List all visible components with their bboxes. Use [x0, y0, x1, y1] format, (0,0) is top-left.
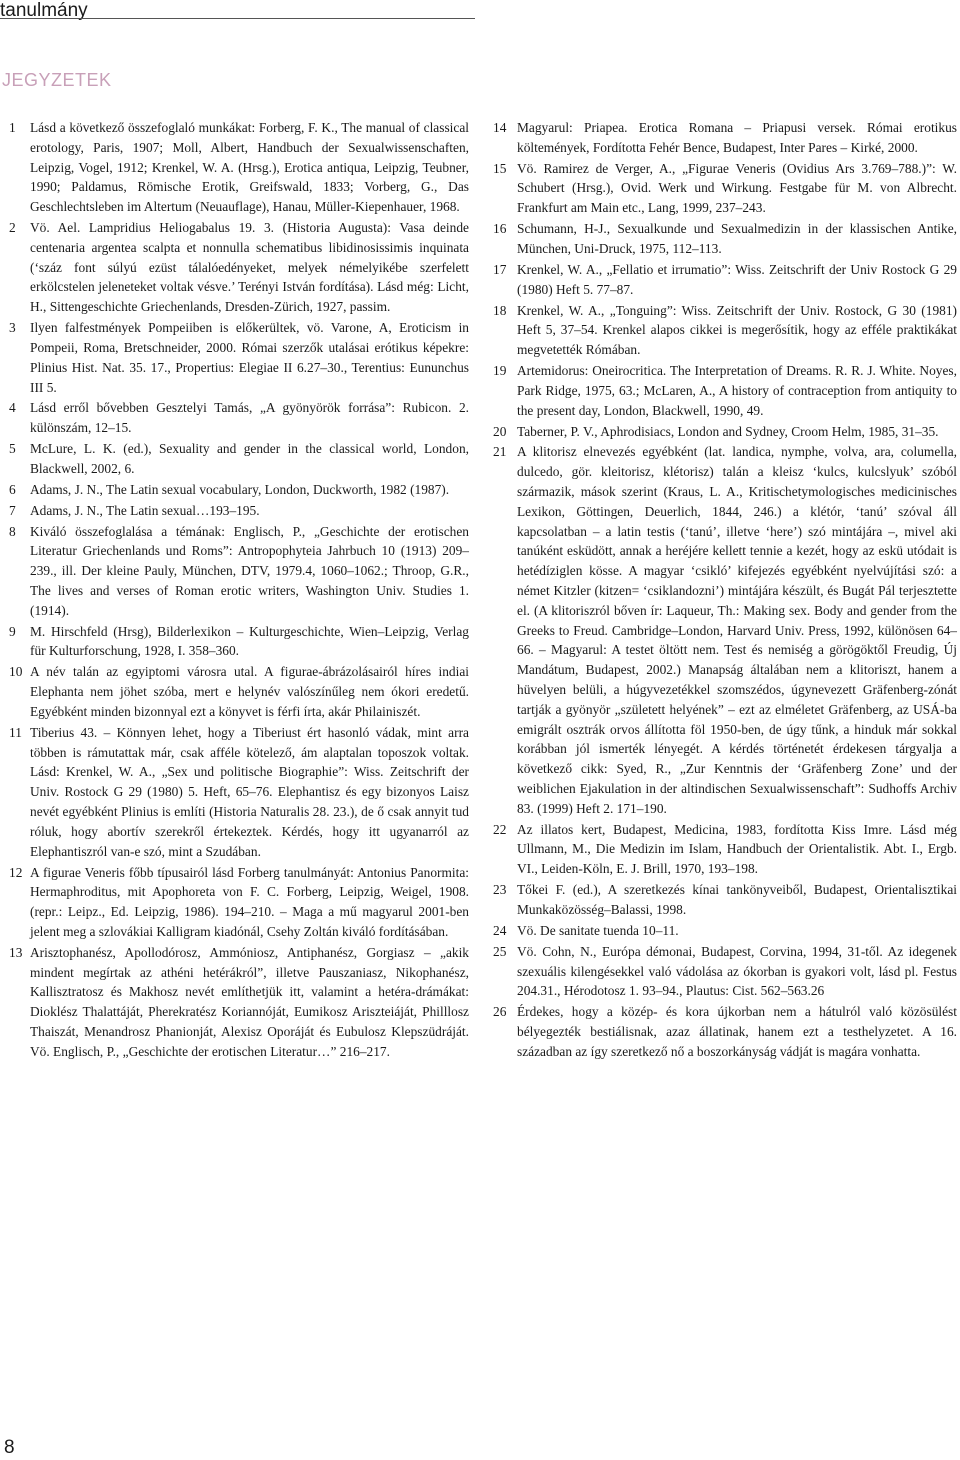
footnote-number: 9	[9, 623, 16, 639]
footnote-text: Vö. De sanitate tuenda 10–11.	[517, 922, 679, 938]
footnote	[493, 1002, 957, 1061]
footnote	[493, 921, 957, 941]
footnote-number: 15	[493, 160, 507, 176]
footnote-number: 8	[9, 523, 16, 539]
footnote-text: Érdekes, hogy a közép- és kora újkorban nem a hátulról való közösülést bélyegezték bestiálisnak, azaz állatinak, hanem ezt a testhelyzetet. A 16. században az így szeretkező nő a boszorkányság vádját is magára vonhatta.	[517, 1004, 957, 1059]
footnote-text: A figurae Veneris főbb típusairól lásd Forberg tanulmányát: Antonius Panormita: Hermaphroditus, mit Apophoreta von F. C. Forberg, Leipzig, Weigel, 1908. (repr.: Leipz., Ed. Leipzig, 1986). 194–210. – Maga a mű magyarul 2001-ben jelent meg a szlovákiai Kalligram kiadónál, Csehy Zoltán kiváló fordításában.	[30, 864, 469, 939]
footnote-number: 11	[9, 724, 22, 740]
footnote-text: Tőkei F. (ed.), A szeretkezés kínai tankönyveiből, Budapest, Orientalisztikai Munkaközösség–Balassi, 1998.	[517, 882, 957, 917]
section-title: JEGYZETEK	[2, 70, 112, 90]
footnote	[493, 118, 957, 158]
footnote	[9, 622, 469, 662]
footnote	[493, 260, 957, 300]
footnote	[9, 662, 469, 721]
footnote-text: Schumann, H-J., Sexualkunde und Sexualmedizin in der klassischen Antike, München, Uni-Druck, 1975, 112–113.	[517, 221, 957, 256]
footnote-number: 19	[493, 363, 507, 379]
footnote	[493, 159, 957, 218]
footnote-number: 4	[9, 400, 16, 416]
footnote-number: 23	[493, 882, 507, 898]
footnote-text: Lásd erről bővebben Gesztelyi Tamás, „A gyönyörök forrása”: Rubicon. 2. különszám, 12–15.	[30, 400, 469, 436]
footnote-number: 18	[493, 302, 507, 318]
footnote	[493, 942, 957, 1001]
footnote-text: M. Hirschfeld (Hrsg), Bilderlexikon – Kulturgeschichte, Wien–Leipzig, Verlag für Kulturforschung, 1928, I. 358–360.	[30, 623, 469, 659]
footnote-text: Arisztophanész, Apollodórosz, Ammóniosz, Antiphanész, Gorgiasz – „akik mindent megírtak az athéni hetérákról”, illetve Pauszaniasz, Nikophanész, Kallisztratosz és Makhosz nevét említhetjük itt, valamint a hetéra-drámákat: Dioklész Thalattáját, Pherekratész Koriannóját, Eumikosz Ariszteiáját, Philllosz Thaiszát, Menandrosz Phanionját, Alexisz Oporáját és Eubulosz Klepszüdráját. Vö. Englisch, P., „Geschichte der erotischen Literatur…” 216–217.	[30, 944, 469, 1059]
footnote	[9, 501, 469, 521]
footnote	[493, 422, 957, 442]
footnote-number: 2	[9, 220, 16, 236]
footnote	[9, 723, 469, 862]
footnote-number: 26	[493, 1004, 507, 1020]
footnote-text: A klitorisz elnevezés egyébként (lat. landica, nymphe, volva, ara, columella, dulcedo, gör. kleitorisz, klétorisz) talán a kleisz ‘kulcs, kulcslyuk’ szóból származik, mások szerint (Kraus, L. A., Kritischetymologisches medicinisches Lexikon, Göttingen, Deuerlich, 1844, 246.) a klétór, ‘tanú’ szóval áll kapcsolatban – a latin testis (‘tanú’, illetve ‘here’) szó mintájára –, mivel aki tanúként esküdött, annak a heréjére kellett tennie a kezét, hogy az eskü utódait is hetédíziglen kösse. A magyar ‘csikló’ kifejezés egyébként nyelvújítási szó: a német Kitzler (kitzen= ‘csiklandozni’) mintájára készült, és Bugát Pál terjesztette el. (A klitoriszról bőven ír: Laqueur, Th.: Making sex. Body and gender from the Greeks to Freud. Cambridge–London, Harvard Univ. Press, 1992, különösen 64–66. – Magyarul: A testet öltött nem. Test és nemiség a görögöktől Freudig, Új Mandátum, Budapest, 2002.) Manapság általában nem a klitoriszt, hanem a hüvelyen belüli, a húgyvezetékkel szomszédos, úgynevezett Gräfenberg-zónát tartják a gyönyör „született helyének” – ezt az elméletet Gräfenberg, az USÁ-ba emigrált osztrák orvos állította föl 1950-ben, de úgy tűnk, a hinduk már sokkal korábban jól ismerték lényegét. A kérdés történetét érdekesen tárgyalja a következő cikk: Syed, R., „Zur Kenntnis der ‘Gräfenberg Zone’ und der weiblichen Ejakulation in der altindischen Sexualwissenschaft”: Sudhoffs Archiv 83. (1999) Heft 2. 171–190.	[517, 444, 957, 816]
footnote	[493, 219, 957, 259]
footnote-number: 22	[493, 821, 507, 837]
footnote-number: 14	[493, 120, 507, 135]
footnote-number: 21	[493, 444, 507, 460]
footnote-number: 24	[493, 922, 507, 938]
footnote-text: Vö. Ramirez de Verger, A., „Figurae Veneris (Ovidius Ars 3.769–788.)”: W. Schubert (Hrsg.), Ovid. Werk und Wirkung. Festgabe für M. von Albrecht. Frankfurt am Main etc., Lang, 1999, 237–243.	[517, 160, 957, 216]
footnote-number: 13	[9, 944, 23, 960]
footnote	[493, 442, 957, 818]
footnote-text: Vö. Ael. Lampridius Heliogabalus 19. 3. (Historia Augusta): Vasa deinde centenaria argentea scalpta et nonnulla schematibus libidinosissimis inquinata (‘száz font súlyú ezüst tálalóedényeket, melyek némelyikébe szerfelett erkölcstelen jeleneteket voltak vésve.’ Terényi István fordítása). Lásd még: Licht, H., Sittengeschichte Griechenlands, Dresden-Zürich, 1927, passim.	[30, 220, 469, 315]
running-header: tanulmány	[0, 0, 88, 21]
footnote-number: 6	[9, 481, 16, 497]
footnote-number: 3	[9, 320, 16, 336]
footnote	[493, 820, 957, 879]
footnote-text: Adams, J. N., The Latin sexual vocabulary, London, Duckworth, 1982 (1987).	[30, 481, 450, 497]
notes-column-right	[493, 118, 957, 1063]
footnote	[9, 863, 469, 942]
footnote-text: Az illatos kert, Budapest, Medicina, 1983, fordította Kiss Imre. Lásd még Ullmann, M., Die Medizin im Islam, Handbuch der Orientalistik. Abt. I., Ergb. VI., Leiden-Köln, E. J. Brill, 1970, 193–198.	[517, 821, 957, 877]
footnote	[9, 522, 469, 621]
footnote-number: 12	[9, 864, 23, 880]
footnote	[9, 398, 469, 438]
footnote-text: Kiváló összefoglalása a témának: Englisch, P., „Geschichte der erotischen Literatur Griechenlands und Roms”: Antropophyteia Jahrbuch 10 (1913) 209–239., ill. Der kleine Pauly, München, DTV, 1979.4, 1060–1062.; Throop, G.R., The lives and verses of Roman erotic writers, Washington Univ. Studies 1. (1914).	[30, 523, 469, 618]
footnote-number: 25	[493, 943, 507, 959]
footnote-text: Magyarul: Priapea. Erotica Romana – Priapusi versek. Római erotikus költemények, Fordította Fehér Bence, Budapest, Inter Pares – Kirké, 2000.	[517, 120, 957, 155]
footnote-number: 17	[493, 261, 507, 277]
footnote-number: 1	[9, 120, 16, 135]
footnote	[9, 318, 469, 397]
footnote	[9, 943, 469, 1062]
footnote-text: Ilyen falfestmények Pompeiiben is előkerültek, vö. Varone, A, Eroticism in Pompeii, Roma, Bretschneider, 2000. Római szerzők utalásai erótikus képekre: Plinius Hist. Nat. 35. 17., Propertius: Elegiae II 6.27–30., Terentius: Eununchus III 5.	[30, 320, 469, 395]
footnote-text: A név talán az egyiptomi városra utal. A figurae-ábrázolásairól híres indiai Elephanta nem jöhet szóba, mert e helynév valószínűleg nem ókori eredetű. Egyébként minden bizonnyal ezt a könyvet is férfi írta, akár Philainiszét.	[30, 664, 469, 719]
footnote-text: Taberner, P. V., Aphrodisiacs, London and Sydney, Croom Helm, 1985, 31–35.	[517, 423, 939, 439]
footnote-text: Tiberius 43. – Könnyen lehet, hogy a Tiberiust ért hasonló vádak, mint arra többen is rámutattak már, csak afféle kötelező, ám alaptalan toposzok voltak. Lásd: Krenkel, W. A., „Sex und politische Biographie”: Wiss. Zeitschrift der Univ. Rostock G 29 (1980) 5. Heft, 65–76. Elephantisz és egy bizonyos Laisz nevét egyébként Plinius is említi (Historia Naturalis 28. 23.), de ő csak annyit tud róluk, hogy abortív szerekről értekeztek. Kérdés, hogy itt ugyanarról az Elephantiszról van-e szó, mint a Szudában.	[30, 724, 469, 859]
footnote	[493, 361, 957, 420]
page-number: 8	[4, 1437, 15, 1458]
footnote	[9, 118, 469, 217]
header-rule	[0, 18, 475, 19]
notes-column-left	[9, 118, 469, 1063]
footnote	[493, 880, 957, 920]
footnote-number: 16	[493, 221, 507, 237]
footnote-text: McLure, L. K. (ed.), Sexuality and gender in the classical world, London, Blackwell, 2002, 6.	[30, 441, 469, 476]
footnote-text: Adams, J. N., The Latin sexual…193–195.	[30, 502, 260, 518]
footnote-text: Krenkel, W. A., „Fellatio et irrumatio”: Wiss. Zeitschrift der Univ Rostock G 29 (1980) Heft 5. 77–87.	[517, 261, 957, 297]
footnote-number: 20	[493, 423, 507, 439]
footnote	[9, 439, 469, 479]
footnote-number: 5	[9, 441, 16, 457]
footnote	[9, 480, 469, 500]
footnote-number: 10	[9, 664, 23, 680]
footnote-text: Artemidorus: Oneirocritica. The Interpretation of Dreams. R. R. J. White. Noyes, Park Ridge, 1975, 63.; McLaren, A., A history of contraception from antiquity to the present day, London, Blackwell, 1990, 49.	[517, 363, 957, 418]
footnote-text: Krenkel, W. A., „Tonguing”: Wiss. Zeitschrift der Univ. Rostock, G 30 (1981) Heft 5, 37–54. Krenkel alapos cikkei is megerősítik, hogy az efféle praktikákat megvetették Rómában.	[517, 302, 957, 358]
footnote-text: Lásd a következő összefoglaló munkákat: Forberg, F. K., The manual of classical erotology, Paris, 1907; Moll, Albert, Handbuch der Sexualwissenschaften, Leipzig, Vogel, 1912; Krenkel, W. A. (Hrsg.), Erotica antiqua, Leipzig, Teubner, 1990; Paldamus, Römische Erotik, Greifswald, 1833; Vorberg, G., Das Geschlechtsleben im Altertum (Neuauflage), Hanau, Müller-Kiepenhauer, 1968.	[30, 120, 469, 215]
footnote-text: Vö. Cohn, N., Európa démonai, Budapest, Corvina, 1994, 31-től. Az idegenek szexuális kilengésekkel való vádolása az ókorban is gyakori volt, lásd pl. Festus 204.31., Hérodotosz 1. 93–94., Plautus: Cist. 562–563.26	[517, 943, 957, 999]
footnote	[9, 218, 469, 317]
footnote-number: 7	[9, 502, 16, 518]
footnote	[493, 301, 957, 360]
